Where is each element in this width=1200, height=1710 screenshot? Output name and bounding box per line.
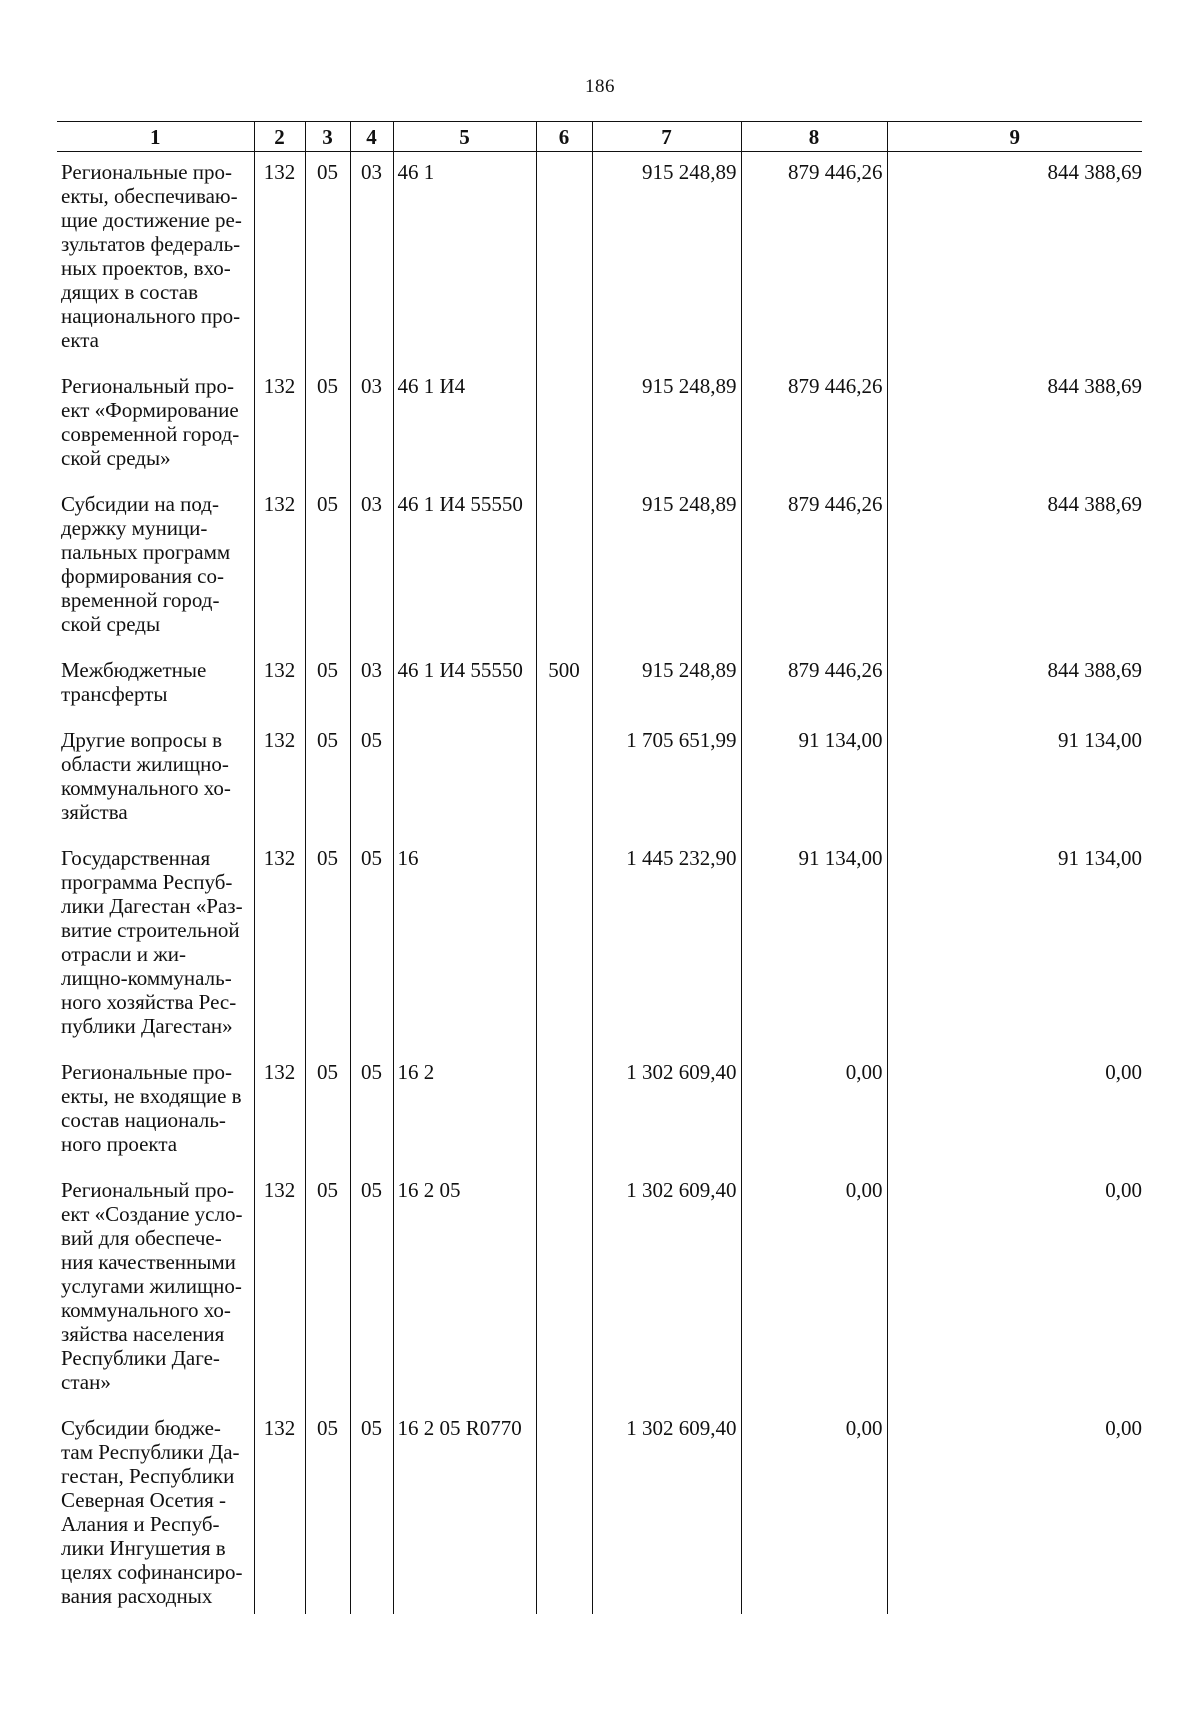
cell-amount-col7: 915 248,89 — [592, 366, 741, 484]
row-name: Государственная программа Респуб- лики Дагестан «Раз- витие строительной отрасли и жи- лищно-коммуналь- ного хозяйства Рес- публики Дагестан» — [57, 838, 254, 1052]
cell-target-code: 16 — [393, 838, 536, 1052]
cell-amount-col8: 0,00 — [741, 1170, 887, 1408]
cell-ministry-code: 132 — [254, 1052, 305, 1170]
cell-amount-col9: 844 388,69 — [887, 366, 1142, 484]
header-col-5: 5 — [393, 122, 536, 152]
cell-amount-col9: 844 388,69 — [887, 484, 1142, 650]
header-row — [57, 122, 1142, 152]
cell-section-code: 05 — [305, 484, 350, 650]
cell-expense-type: 500 — [536, 650, 592, 720]
table-row — [57, 366, 1142, 484]
cell-amount-col8: 879 446,26 — [741, 152, 887, 367]
cell-subsection-code: 05 — [350, 1408, 393, 1614]
cell-target-code: 46 1 И4 55550 — [393, 650, 536, 720]
header-col-7: 7 — [592, 122, 741, 152]
table-row — [57, 650, 1142, 720]
cell-subsection-code: 03 — [350, 366, 393, 484]
row-name: Субсидии на под- держку муници- пальных программ формирования со- временной город- ской среды — [57, 484, 254, 650]
cell-subsection-code: 03 — [350, 650, 393, 720]
cell-section-code: 05 — [305, 838, 350, 1052]
cell-amount-col7: 915 248,89 — [592, 484, 741, 650]
cell-amount-col8: 879 446,26 — [741, 484, 887, 650]
cell-target-code: 16 2 05 — [393, 1170, 536, 1408]
cell-subsection-code: 03 — [350, 484, 393, 650]
cell-amount-col8: 879 446,26 — [741, 366, 887, 484]
header-col-2: 2 — [254, 122, 305, 152]
cell-expense-type — [536, 152, 592, 367]
table-row — [57, 152, 1142, 367]
cell-target-code: 46 1 И4 — [393, 366, 536, 484]
table-row — [57, 484, 1142, 650]
cell-ministry-code: 132 — [254, 366, 305, 484]
cell-section-code: 05 — [305, 1170, 350, 1408]
cell-ministry-code: 132 — [254, 152, 305, 367]
cell-amount-col8: 0,00 — [741, 1408, 887, 1614]
cell-amount-col7: 915 248,89 — [592, 650, 741, 720]
cell-section-code: 05 — [305, 720, 350, 838]
cell-amount-col9: 91 134,00 — [887, 838, 1142, 1052]
table-row — [57, 720, 1142, 838]
cell-subsection-code: 05 — [350, 1052, 393, 1170]
cell-amount-col7: 1 445 232,90 — [592, 838, 741, 1052]
row-name: Другие вопросы в области жилищно- коммунального хо- зяйства — [57, 720, 254, 838]
cell-expense-type — [536, 484, 592, 650]
header-col-8: 8 — [741, 122, 887, 152]
cell-amount-col9: 844 388,69 — [887, 152, 1142, 367]
header-col-9: 9 — [887, 122, 1142, 152]
cell-section-code: 05 — [305, 1408, 350, 1614]
cell-expense-type — [536, 1052, 592, 1170]
cell-ministry-code: 132 — [254, 838, 305, 1052]
table-row — [57, 1052, 1142, 1170]
cell-expense-type — [536, 366, 592, 484]
cell-subsection-code: 05 — [350, 720, 393, 838]
cell-amount-col7: 915 248,89 — [592, 152, 741, 367]
cell-amount-col7: 1 302 609,40 — [592, 1052, 741, 1170]
cell-subsection-code: 05 — [350, 1170, 393, 1408]
cell-target-code: 16 2 05 R0770 — [393, 1408, 536, 1614]
cell-amount-col8: 879 446,26 — [741, 650, 887, 720]
cell-subsection-code: 03 — [350, 152, 393, 367]
cell-section-code: 05 — [305, 366, 350, 484]
page-number: 186 — [585, 76, 615, 97]
cell-ministry-code: 132 — [254, 484, 305, 650]
cell-ministry-code: 132 — [254, 1408, 305, 1614]
cell-amount-col9: 0,00 — [887, 1170, 1142, 1408]
row-name: Региональный про- ект «Создание усло- вий для обеспече- ния качественными услугами жилищно- коммунального хо- зяйства населения Республики Даге- стан» — [57, 1170, 254, 1408]
cell-ministry-code: 132 — [254, 1170, 305, 1408]
cell-target-code — [393, 720, 536, 838]
cell-amount-col8: 0,00 — [741, 1052, 887, 1170]
cell-expense-type — [536, 1170, 592, 1408]
cell-ministry-code: 132 — [254, 650, 305, 720]
cell-subsection-code: 05 — [350, 838, 393, 1052]
table-body — [57, 152, 1142, 1615]
cell-amount-col8: 91 134,00 — [741, 720, 887, 838]
cell-target-code: 46 1 И4 55550 — [393, 484, 536, 650]
budget-table — [57, 121, 1142, 1614]
cell-amount-col9: 0,00 — [887, 1052, 1142, 1170]
header-col-3: 3 — [305, 122, 350, 152]
cell-amount-col7: 1 302 609,40 — [592, 1170, 741, 1408]
cell-amount-col7: 1 302 609,40 — [592, 1408, 741, 1614]
cell-target-code: 16 2 — [393, 1052, 536, 1170]
header-col-1: 1 — [57, 122, 254, 152]
cell-target-code: 46 1 — [393, 152, 536, 367]
table-row — [57, 1408, 1142, 1614]
cell-amount-col7: 1 705 651,99 — [592, 720, 741, 838]
header-col-6: 6 — [536, 122, 592, 152]
row-name: Межбюджетные трансферты — [57, 650, 254, 720]
cell-amount-col9: 0,00 — [887, 1408, 1142, 1614]
cell-amount-col9: 91 134,00 — [887, 720, 1142, 838]
row-name: Субсидии бюдже- там Республики Да- гестан, Республики Северная Осетия - Алания и Респуб- лики Ингушетия в целях софинансиро- вания расходных — [57, 1408, 254, 1614]
table-row — [57, 838, 1142, 1052]
cell-expense-type — [536, 838, 592, 1052]
row-name: Региональные про- екты, обеспечиваю- щие достижение ре- зультатов федераль- ных проектов, вхо- дящих в состав национального про- екта — [57, 152, 254, 367]
cell-amount-col8: 91 134,00 — [741, 838, 887, 1052]
cell-expense-type — [536, 1408, 592, 1614]
row-name: Региональные про- екты, не входящие в состав националь- ного проекта — [57, 1052, 254, 1170]
cell-section-code: 05 — [305, 650, 350, 720]
row-name: Региональный про- ект «Формирование современной город- ской среды» — [57, 366, 254, 484]
cell-ministry-code: 132 — [254, 720, 305, 838]
cell-section-code: 05 — [305, 152, 350, 367]
cell-expense-type — [536, 720, 592, 838]
header-col-4: 4 — [350, 122, 393, 152]
table-row — [57, 1170, 1142, 1408]
cell-amount-col9: 844 388,69 — [887, 650, 1142, 720]
cell-section-code: 05 — [305, 1052, 350, 1170]
